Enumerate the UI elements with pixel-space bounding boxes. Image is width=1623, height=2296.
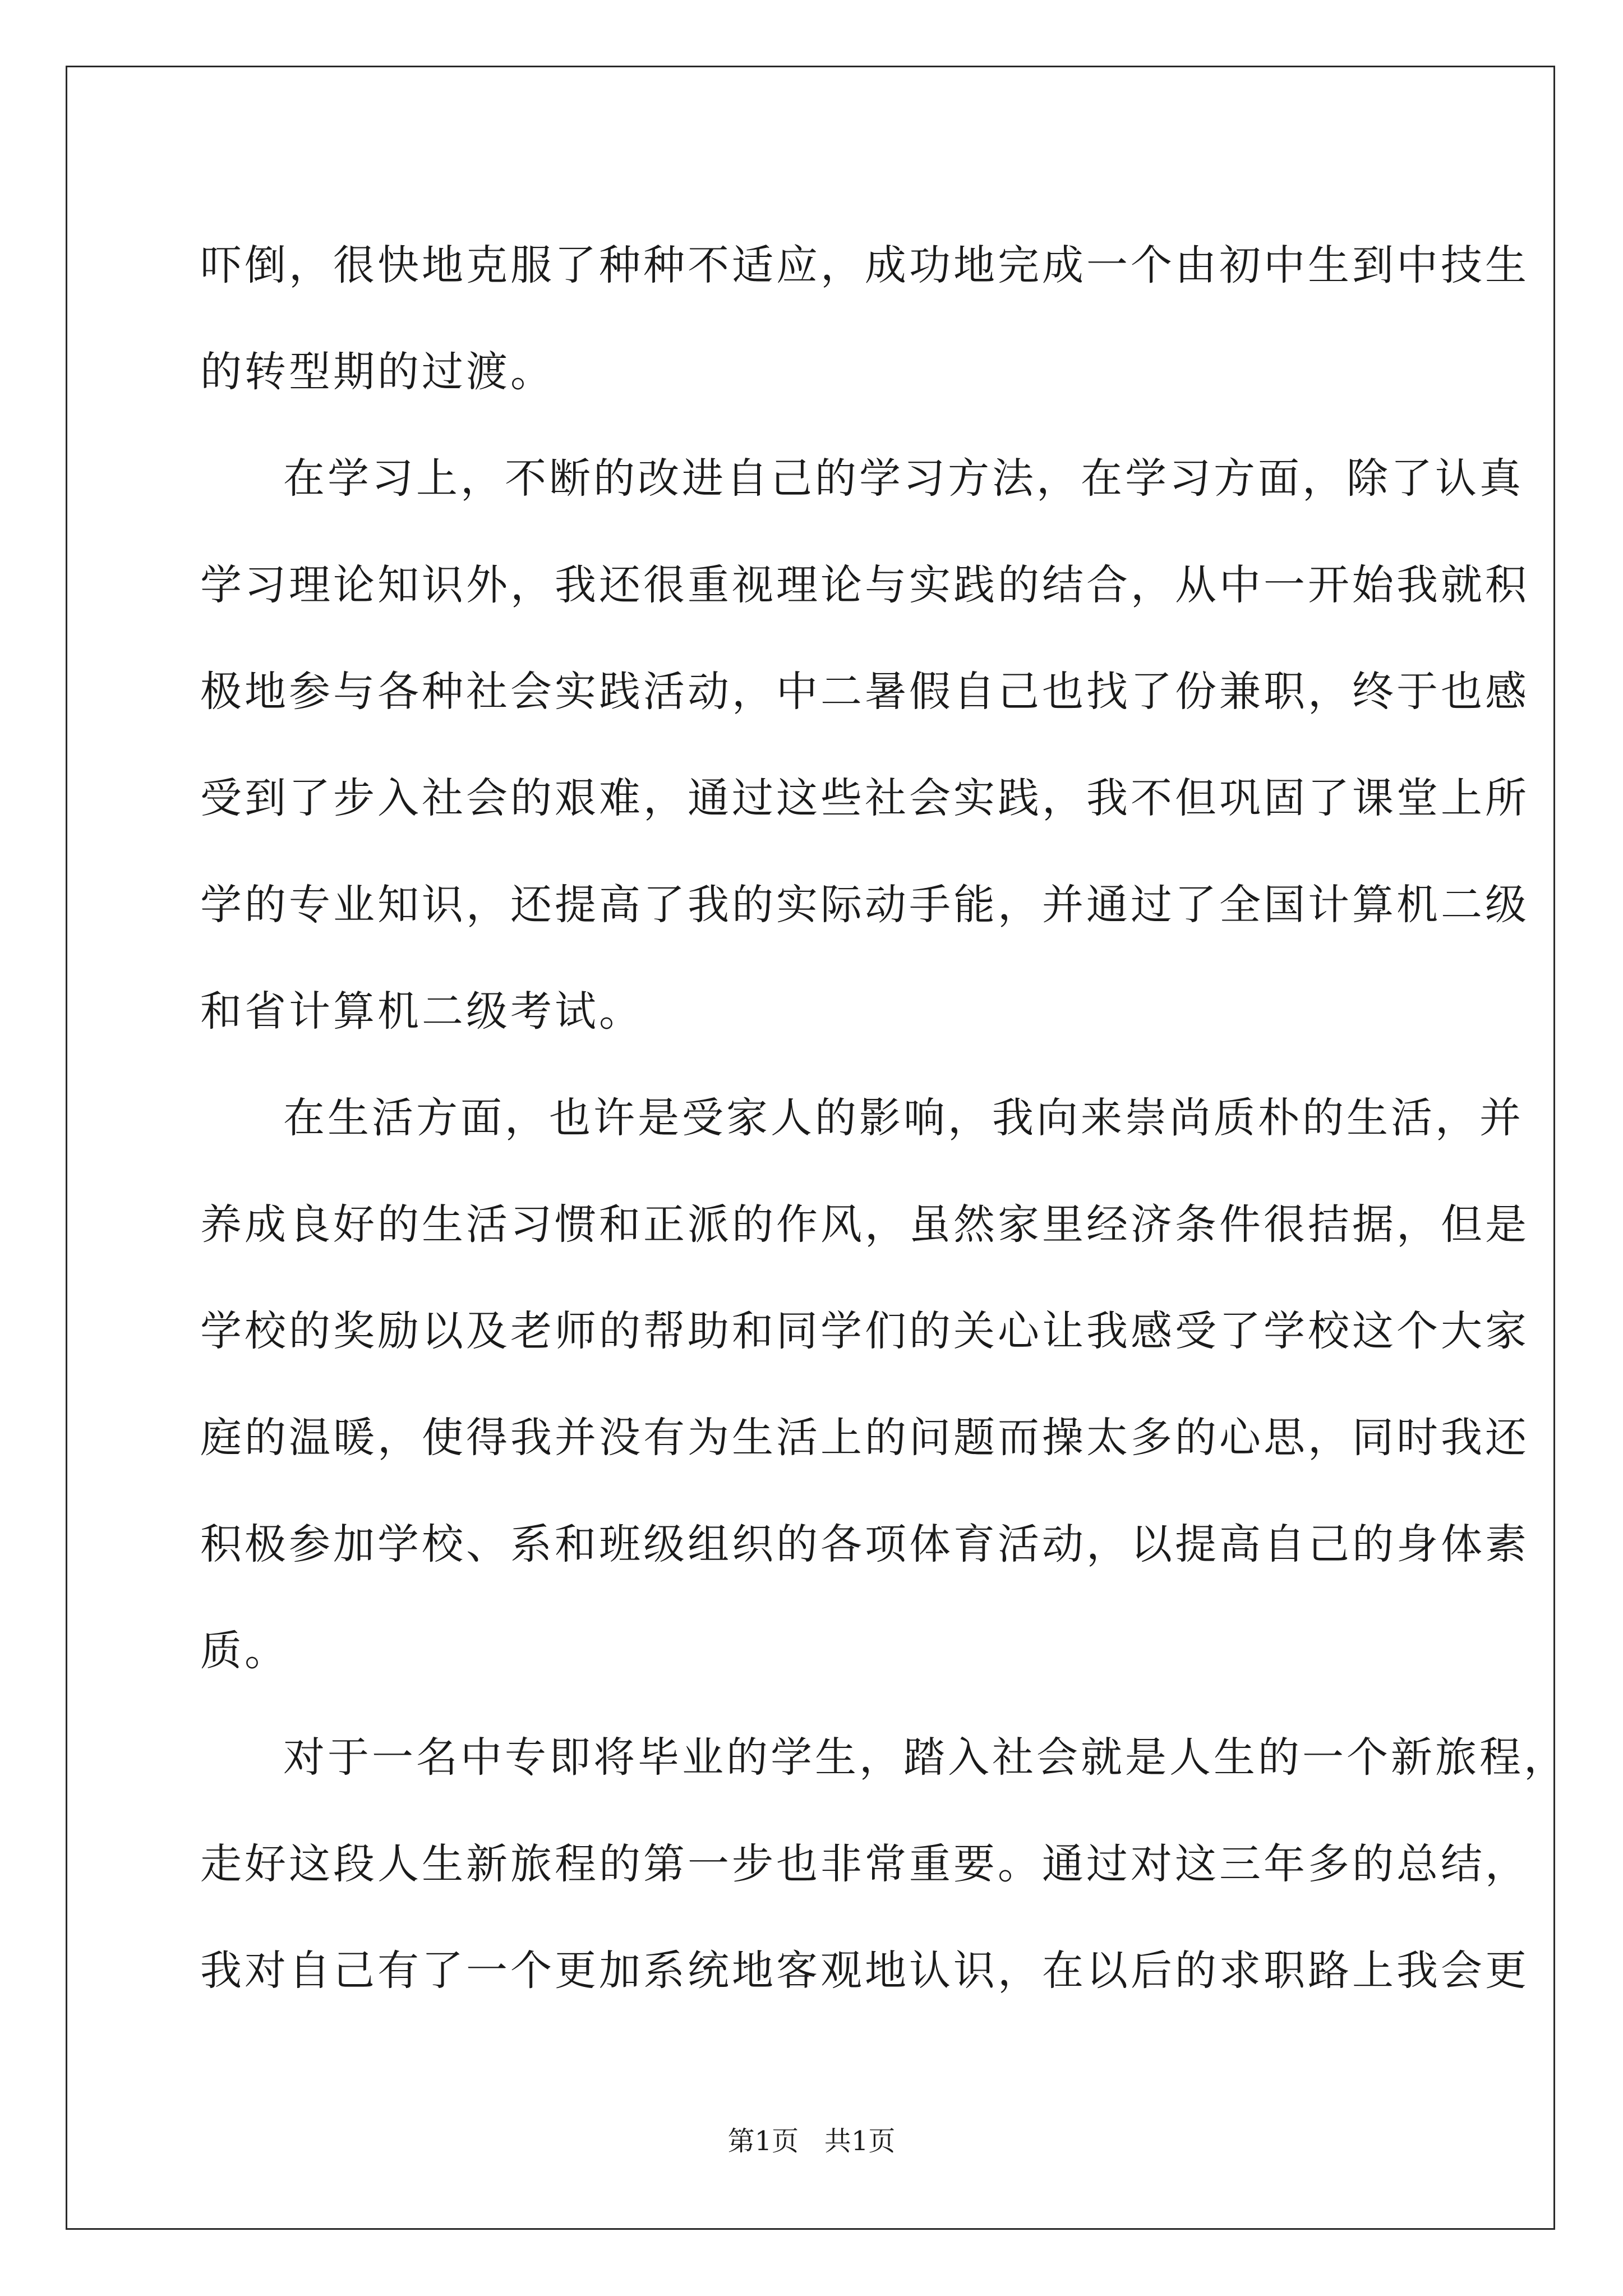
document-body	[200, 212, 1568, 2024]
text-line: 庭的温暖，使得我并没有为生活上的问题而操太多的心思，同时我还	[200, 1414, 1529, 1462]
text-line: 吓倒，很快地克服了种种不适应，成功地完成一个由初中生到中技生	[200, 241, 1529, 289]
paragraph-first-line: 对于一名中专即将毕业的学生，踏入社会就是人生的一个新旅程，	[283, 1733, 1568, 1782]
text-line: 受到了步入社会的艰难，通过这些社会实践，我不但巩固了课堂上所	[200, 774, 1529, 822]
text-line: 学习理论知识外，我还很重视理论与实践的结合，从中一开始我就积	[200, 561, 1529, 609]
text-line: 和省计算机二级考试。	[200, 987, 643, 1036]
text-line: 养成良好的生活习惯和正派的作风，虽然家里经济条件很拮据，但是	[200, 1200, 1529, 1249]
text-line: 学的专业知识，还提高了我的实际动手能，并通过了全国计算机二级	[200, 881, 1529, 929]
paragraph-first-line: 在学习上，不断的改进自己的学习方法，在学习方面，除了认真	[283, 454, 1524, 503]
text-line: 质。	[200, 1627, 289, 1675]
text-line: 走好这段人生新旅程的第一步也非常重要。通过对这三年多的总结，	[200, 1840, 1529, 1888]
page-number-footer: 第1页 共1页	[727, 2125, 896, 2157]
text-line: 我对自己有了一个更加系统地客观地认识，在以后的求职路上我会更	[200, 1947, 1529, 1995]
text-line: 极地参与各种社会实践活动，中二暑假自己也找了份兼职，终于也感	[200, 668, 1529, 716]
text-line: 积极参加学校、系和班级组织的各项体育活动，以提高自己的身体素	[200, 1520, 1529, 1568]
paragraph-first-line: 在生活方面，也许是受家人的影响，我向来崇尚质朴的生活，并	[283, 1094, 1524, 1142]
text-line: 学校的奖励以及老师的帮助和同学们的关心让我感受了学校这个大家	[200, 1307, 1529, 1355]
text-line: 的转型期的过渡。	[200, 348, 555, 396]
